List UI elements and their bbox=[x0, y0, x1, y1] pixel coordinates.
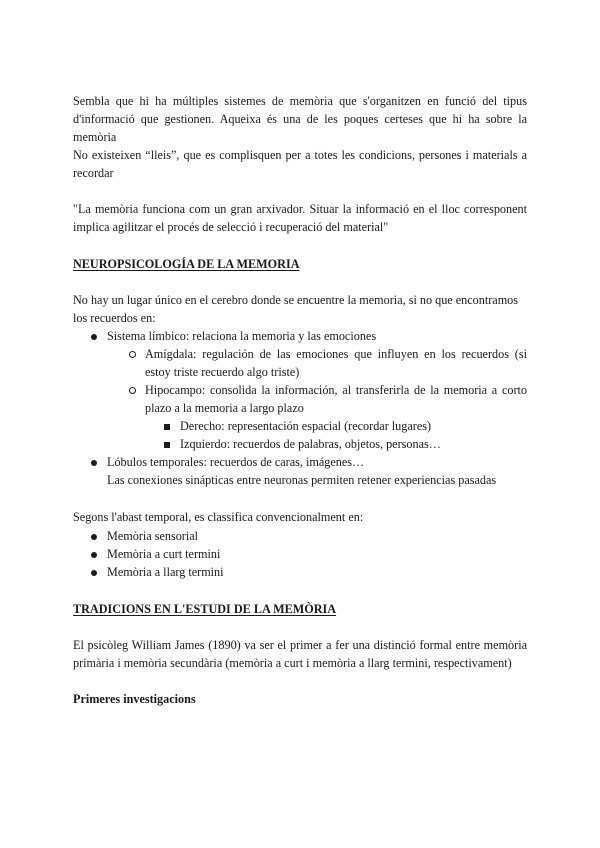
list-item-continuation: Las conexiones sinápticas entre neuronas permiten retener experiencias pasadas bbox=[107, 473, 497, 487]
disc-bullet-icon bbox=[89, 545, 99, 563]
square-bullet-icon bbox=[162, 417, 172, 435]
list-item-text: Hipocampo: consolida la información, al transferirla de la memoria a corto plazo a la memoria a largo plazo bbox=[145, 383, 527, 415]
list-item-text: Sistema límbico: relaciona la memoria y las emociones bbox=[107, 329, 377, 343]
paragraph-memory-systems: Sembla que hi ha múltiples sistemes de memòria que s'organitzen en funció del tipus d'informació que gestionen. Aqueixa és una de les poques certeses que hi ha sobre la memòria bbox=[73, 94, 527, 144]
section-heading-neuropsicologia: NEUROPSICOLOGÍA DE LA MEMORIA bbox=[73, 257, 300, 271]
list-item-text: Memòria a curt termini bbox=[107, 547, 221, 561]
square-bullet-icon bbox=[162, 435, 172, 453]
disc-bullet-icon bbox=[89, 453, 99, 471]
circle-bullet-icon bbox=[127, 345, 137, 363]
paragraph-william-james: El psicòleg William James (1890) va ser el primer a fer una distinció formal entre memòria primària i memòria secundària (memòria a curt i memòria a llarg termini, respectivament) bbox=[73, 638, 527, 670]
list-item-text: Amígdala: regulación de las emociones que influyen en los recuerdos (si estoy triste recuerdo algo triste) bbox=[145, 347, 527, 379]
paragraph-temporal-scope: Segons l'abast temporal, es classifica convencionalment en: bbox=[73, 510, 364, 524]
list-item-text: Memòria a llarg termini bbox=[107, 565, 224, 579]
disc-bullet-icon bbox=[89, 327, 99, 345]
section-heading-tradicions: TRADICIONS EN L'ESTUDI DE LA MEMÒRIA bbox=[73, 602, 337, 616]
list-item-text: Memòria sensorial bbox=[107, 529, 199, 543]
list-item-text: Izquierdo: recuerdos de palabras, objetos, personas… bbox=[180, 437, 441, 451]
paragraph-quote: "La memòria funciona com un gran arxivador. Situar la informació en el lloc corresponent implica agilitzar el procés de selecció i recuperació del material" bbox=[73, 202, 527, 234]
disc-bullet-icon bbox=[89, 527, 99, 545]
circle-bullet-icon bbox=[127, 381, 137, 399]
disc-bullet-icon bbox=[89, 563, 99, 581]
paragraph-no-laws: No existeixen “lleis”, que es complisquen per a totes les condicions, persones i materials a recordar bbox=[73, 148, 527, 180]
list-item-text: Lóbulos temporales: recuerdos de caras, imágenes… bbox=[107, 455, 365, 469]
subheading-primeres-investigacions: Primeres investigacions bbox=[73, 692, 196, 706]
paragraph-brain-location: No hay un lugar único en el cerebro donde se encuentre la memoria, si no que encontramos los recuerdos en: bbox=[73, 293, 519, 325]
list-item-text: Derecho: representación espacial (recordar lugares) bbox=[180, 419, 432, 433]
